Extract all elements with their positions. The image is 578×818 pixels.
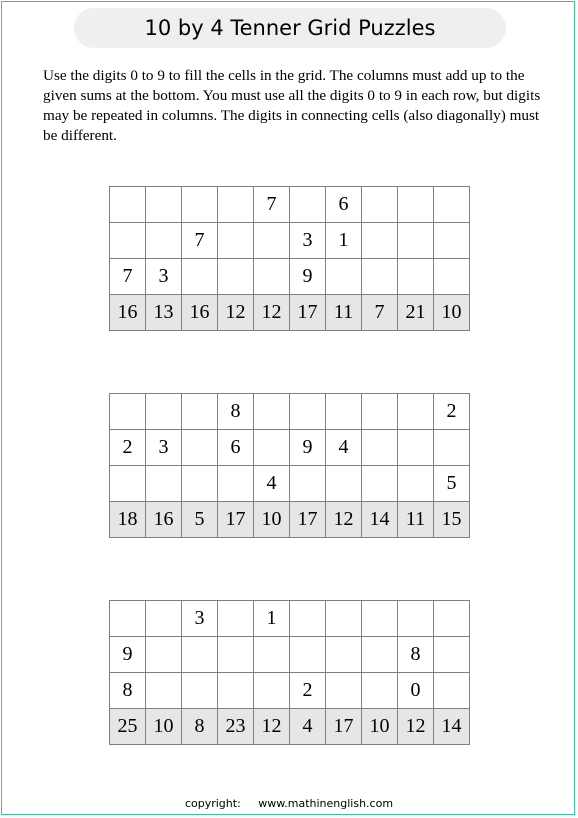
grid-cell[interactable]: [290, 394, 326, 430]
grid-row: [110, 673, 470, 709]
column-sum-cell: 12: [398, 709, 434, 745]
column-sum-cell: 18: [110, 502, 146, 538]
grid-cell[interactable]: [110, 223, 146, 259]
column-sum-cell: 11: [326, 295, 362, 331]
grid-cell[interactable]: [218, 601, 254, 637]
grid-cell: 9: [110, 637, 146, 673]
grid-cell[interactable]: [434, 223, 470, 259]
grid-cell: 6: [326, 187, 362, 223]
grid-row: [110, 601, 470, 637]
grid-cell: 1: [326, 223, 362, 259]
grid-cell: 6: [218, 430, 254, 466]
grid-cell[interactable]: [110, 394, 146, 430]
grid-cell[interactable]: [326, 673, 362, 709]
column-sum-cell: 25: [110, 709, 146, 745]
column-sum-cell: 10: [434, 295, 470, 331]
grid-cell[interactable]: [182, 673, 218, 709]
grid-cell[interactable]: [110, 466, 146, 502]
grid-cell[interactable]: [146, 673, 182, 709]
grid-cell[interactable]: [398, 430, 434, 466]
grid-cell[interactable]: [218, 637, 254, 673]
grid-cell: 5: [434, 466, 470, 502]
grid-cell: 0: [398, 673, 434, 709]
column-sum-cell: 12: [254, 709, 290, 745]
grid-cell: 7: [254, 187, 290, 223]
grid-cell[interactable]: [182, 637, 218, 673]
column-sum-cell: 4: [290, 709, 326, 745]
grid-cell[interactable]: [326, 394, 362, 430]
column-sum-cell: 12: [218, 295, 254, 331]
grid-cell[interactable]: [218, 223, 254, 259]
grid-cell[interactable]: [146, 601, 182, 637]
grid-cell[interactable]: [398, 466, 434, 502]
column-sum-cell: 10: [362, 709, 398, 745]
grid-cell[interactable]: [362, 259, 398, 295]
column-sum-cell: 8: [182, 709, 218, 745]
grid-cell[interactable]: [290, 187, 326, 223]
grid-cell[interactable]: [218, 673, 254, 709]
grid-cell[interactable]: [326, 601, 362, 637]
grid-cell[interactable]: [362, 466, 398, 502]
grid-cell: 9: [290, 430, 326, 466]
grid-cell: 2: [290, 673, 326, 709]
copyright-label: copyright:: [184, 797, 241, 810]
tenner-grid-1: [109, 186, 470, 331]
grid-cell[interactable]: [182, 394, 218, 430]
column-sum-cell: 14: [434, 709, 470, 745]
grid-cell: 2: [434, 394, 470, 430]
grid-cell[interactable]: [362, 223, 398, 259]
grid-cell: 2: [110, 430, 146, 466]
grid-cell: 4: [326, 430, 362, 466]
grid-cell[interactable]: [110, 187, 146, 223]
tenner-grid-2: [109, 393, 470, 538]
grid-cell[interactable]: [254, 673, 290, 709]
grid-cell[interactable]: [434, 187, 470, 223]
grid-cell[interactable]: [434, 673, 470, 709]
column-sum-cell: 17: [290, 295, 326, 331]
grid-cell[interactable]: [434, 430, 470, 466]
grid-cell: 8: [398, 637, 434, 673]
grid-cell[interactable]: [362, 601, 398, 637]
grid-cell[interactable]: [362, 637, 398, 673]
column-sum-cell: 13: [146, 295, 182, 331]
column-sum-cell: 17: [290, 502, 326, 538]
grid-cell[interactable]: [254, 637, 290, 673]
grid-cell[interactable]: [146, 394, 182, 430]
page-title: 10 by 4 Tenner Grid Puzzles: [74, 8, 506, 48]
footer: [0, 797, 578, 810]
grid-cell[interactable]: [254, 430, 290, 466]
grid-row: [110, 394, 470, 430]
grid-cell: 7: [182, 223, 218, 259]
column-sum-cell: 10: [254, 502, 290, 538]
grid-row: [110, 259, 470, 295]
grid-cell[interactable]: [290, 601, 326, 637]
column-sum-cell: 16: [146, 502, 182, 538]
grid-cell[interactable]: [254, 394, 290, 430]
column-sum-cell: 14: [362, 502, 398, 538]
grid-cell: 9: [290, 259, 326, 295]
grid-cell[interactable]: [290, 466, 326, 502]
grid-cell: 4: [254, 466, 290, 502]
grid-cell[interactable]: [290, 637, 326, 673]
grid-cell[interactable]: [326, 259, 362, 295]
sum-row: [110, 295, 470, 331]
grid-row: [110, 466, 470, 502]
grid-cell[interactable]: [146, 466, 182, 502]
grid-row: [110, 187, 470, 223]
grid-cell: 8: [110, 673, 146, 709]
grid-cell[interactable]: [398, 187, 434, 223]
column-sum-cell: 5: [182, 502, 218, 538]
column-sum-cell: 17: [326, 709, 362, 745]
grid-cell: 1: [254, 601, 290, 637]
grid-cell[interactable]: [326, 466, 362, 502]
grid-cell[interactable]: [398, 394, 434, 430]
grid-cell[interactable]: [434, 637, 470, 673]
grid-cell[interactable]: [362, 187, 398, 223]
grid-row: [110, 637, 470, 673]
grid-cell[interactable]: [362, 430, 398, 466]
column-sum-cell: 7: [362, 295, 398, 331]
grid-cell[interactable]: [110, 601, 146, 637]
grid-cell: 3: [290, 223, 326, 259]
grid-cell[interactable]: [218, 259, 254, 295]
sum-row: [110, 502, 470, 538]
grid-cell[interactable]: [434, 259, 470, 295]
grid-cell[interactable]: [182, 187, 218, 223]
column-sum-cell: 10: [146, 709, 182, 745]
column-sum-cell: 11: [398, 502, 434, 538]
column-sum-cell: 12: [326, 502, 362, 538]
grid-cell[interactable]: [362, 673, 398, 709]
grid-cell[interactable]: [434, 601, 470, 637]
grid-cell[interactable]: [146, 223, 182, 259]
column-sum-cell: 12: [254, 295, 290, 331]
sum-row: [110, 709, 470, 745]
tenner-grid-3: [109, 600, 470, 745]
grid-cell[interactable]: [362, 394, 398, 430]
grid-cell[interactable]: [254, 223, 290, 259]
column-sum-cell: 21: [398, 295, 434, 331]
instructions-text: Use the digits 0 to 9 to fill the cells in the grid. The columns must add up to the given sums at the bottom. You must use all the digits 0 to 9 in each row, but digits may be repeated in columns. The digits in connecting cells (also diagonally) must be different.: [43, 67, 541, 144]
copyright-site[interactable]: www.mathinenglish.com: [258, 797, 394, 810]
grid-cell[interactable]: [182, 466, 218, 502]
grid-row: [110, 430, 470, 466]
grid-cell[interactable]: [146, 637, 182, 673]
grid-cell[interactable]: [146, 187, 182, 223]
column-sum-cell: 15: [434, 502, 470, 538]
grid-cell: 3: [182, 601, 218, 637]
column-sum-cell: 17: [218, 502, 254, 538]
grid-cell[interactable]: [398, 223, 434, 259]
column-sum-cell: 23: [218, 709, 254, 745]
grid-cell[interactable]: [182, 259, 218, 295]
grid-cell[interactable]: [326, 637, 362, 673]
grid-cell[interactable]: [182, 430, 218, 466]
grid-cell[interactable]: [218, 466, 254, 502]
grid-cell: 8: [218, 394, 254, 430]
grid-cell[interactable]: [398, 259, 434, 295]
grid-cell[interactable]: [398, 601, 434, 637]
grid-cell: 3: [146, 259, 182, 295]
grid-cell[interactable]: [254, 259, 290, 295]
column-sum-cell: 16: [110, 295, 146, 331]
grid-cell: 7: [110, 259, 146, 295]
column-sum-cell: 16: [182, 295, 218, 331]
grid-row: [110, 223, 470, 259]
grid-cell[interactable]: [218, 187, 254, 223]
grid-cell: 3: [146, 430, 182, 466]
